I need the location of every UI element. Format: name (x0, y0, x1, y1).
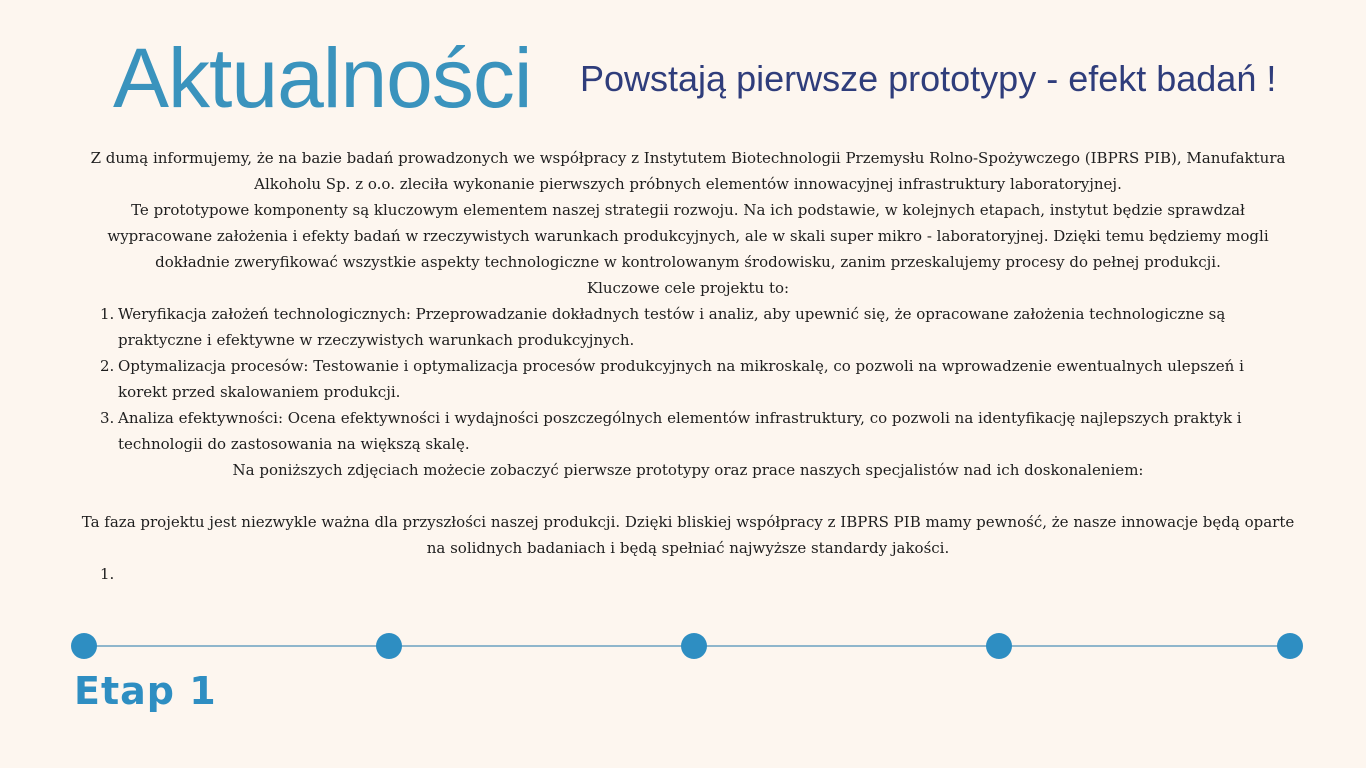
empty-list (80, 561, 1296, 587)
goals-list (80, 301, 1296, 457)
list-item-number: 1. (100, 565, 115, 583)
spacer (80, 483, 1296, 509)
list-item-number: 1. (100, 305, 115, 323)
list-item-text: Analiza efektywności: Ocena efektywności i wydajności poszczególnych elementów infrastruktury, co pozwoli na identyfikację najlepszych praktyk i technologii do zastosowania na większą skalę. (118, 409, 1242, 453)
closing-paragraph: Ta faza projektu jest niezwykle ważna dla przyszłości naszej produkcji. Dzięki bliskiej współpracy z IBPRS PIB mamy pewność, że nasze innowacje będą oparte na solidnych badaniach i będą spełniać najwyższe standardy jakości. (81, 513, 1295, 557)
list-item (100, 301, 1296, 353)
timeline-dot-2[interactable] (376, 633, 402, 659)
list-item-number: 2. (100, 357, 115, 375)
list-item (100, 561, 1296, 587)
article-body (80, 145, 1296, 587)
strategy-paragraph: Te prototypowe komponenty są kluczowym elementem naszej strategii rozwoju. Na ich podstawie, w kolejnych etapach, instytut będzie sprawdzał wypracowane założenia i efekty badań w rzeczywistych warunkach produkcyjnych, ale w skali super mikro - laboratoryjnej. Dzięki temu będziemy mogli dokładnie zweryfikować wszystkie aspekty technologiczne w kontrolowanym środowisku, zanim przeskalujemy procesy do pełnej produkcji. (107, 201, 1269, 271)
stage-label: Etap 1 (74, 669, 217, 713)
list-item-number: 3. (100, 409, 115, 427)
list-item (100, 405, 1296, 457)
goals-heading: Kluczowe cele projektu to: (586, 279, 790, 297)
list-item-text: Optymalizacja procesów: Testowanie i optymalizacja procesów produkcyjnych na mikroskalę, co pozwoli na wprowadzenie ewentualnych ulepszeń i korekt przed skalowaniem produkcji. (118, 357, 1244, 401)
timeline-dot-3[interactable] (681, 633, 707, 659)
page-title: Aktualności (113, 31, 532, 125)
list-item-text (118, 565, 123, 583)
list-item (100, 353, 1296, 405)
intro-paragraph: Z dumą informujemy, że na bazie badań prowadzonych we współpracy z Instytutem Biotechnologii Przemysłu Rolno-Spożywczego (IBPRS PIB), Manufaktura Alkoholu Sp. z o.o. zleciła wykonanie pierwszych próbnych elementów innowacyjnej infrastruktury laboratoryjnej. (90, 149, 1286, 193)
photos-note: Na poniższych zdjęciach możecie zobaczyć pierwsze prototypy oraz prace naszych specjalistów nad ich doskonaleniem: (232, 461, 1144, 479)
list-item-text: Weryfikacja założeń technologicznych: Przeprowadzanie dokładnych testów i analiz, aby upewnić się, że opracowane założenia technologiczne są praktyczne i efektywne w rzeczywistych warunkach produkcyjnych. (118, 305, 1226, 349)
timeline-dot-1[interactable] (71, 633, 97, 659)
timeline-dot-5[interactable] (1277, 633, 1303, 659)
article-headline: Powstają pierwsze prototypy - efekt badań ! (580, 58, 1277, 99)
timeline-dot-4[interactable] (986, 633, 1012, 659)
